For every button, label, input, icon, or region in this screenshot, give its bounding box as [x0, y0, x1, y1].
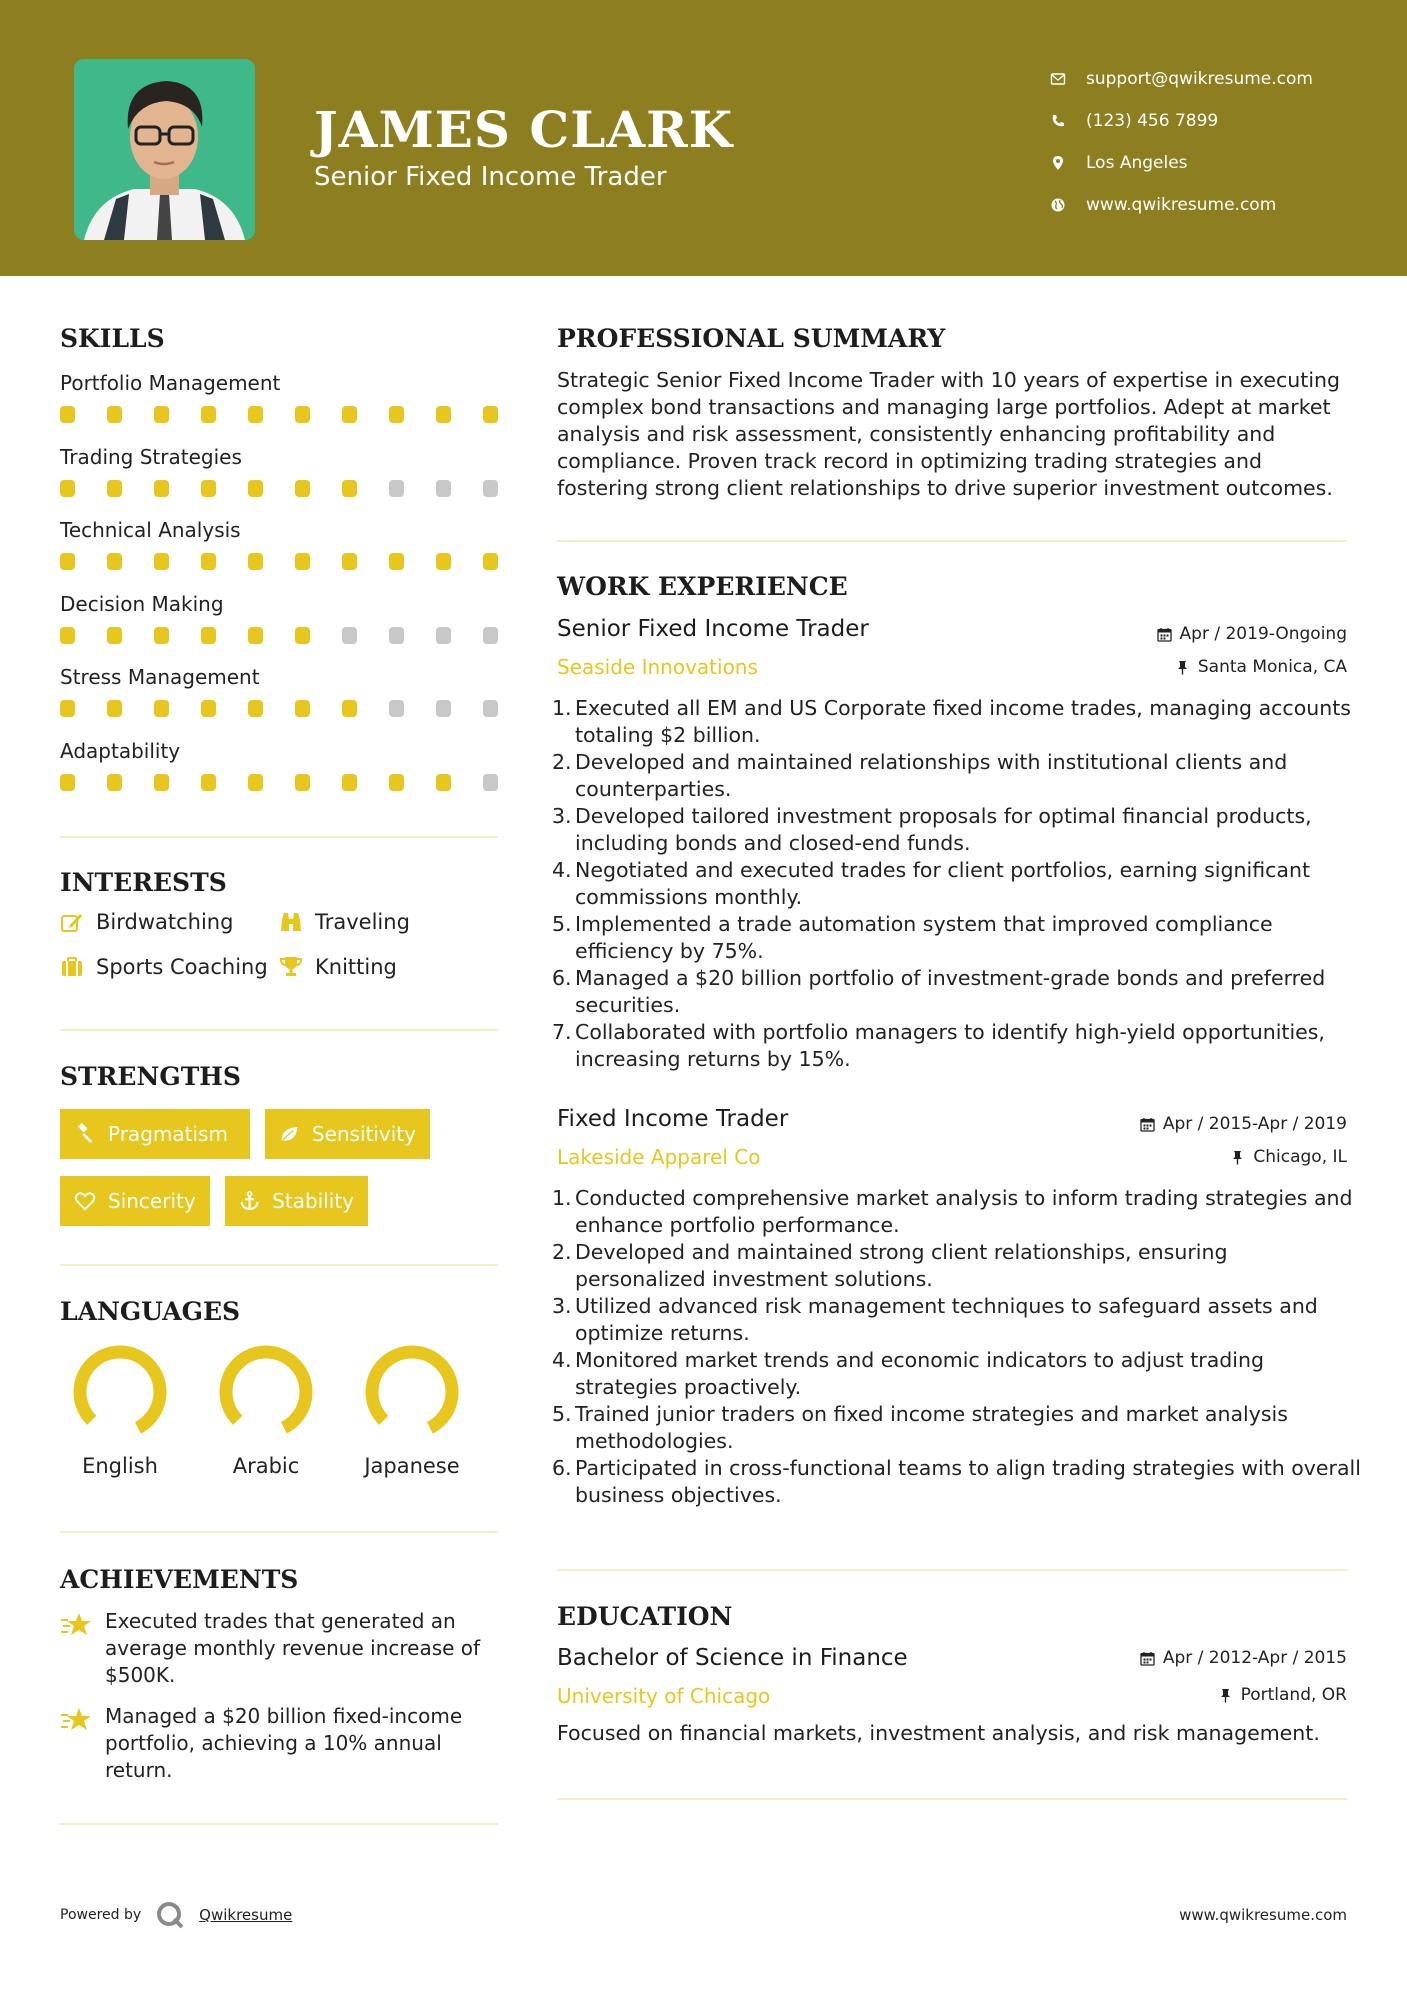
- rating-dot: [60, 700, 75, 717]
- language-progress-ring: [362, 1342, 462, 1442]
- list-number: 5.: [552, 912, 572, 936]
- divider: [557, 1569, 1347, 1571]
- rating-dot: [342, 627, 357, 644]
- skill-rating: [60, 553, 530, 570]
- list-number: 4.: [552, 858, 572, 882]
- skill-name: Decision Making: [60, 591, 224, 616]
- rating-dot: [107, 406, 122, 423]
- rating-dot: [201, 774, 216, 791]
- languages-heading: LANGUAGES: [60, 1297, 241, 1326]
- degree-title: Bachelor of Science in Finance: [557, 1645, 908, 1671]
- achievement-text: Executed trades that generated an average monthly revenue increase of $500K.: [105, 1609, 481, 1687]
- list-number: 6.: [552, 1456, 572, 1480]
- binoculars-icon: [279, 910, 303, 934]
- list-text: Managed a $20 billion portfolio of investment-grade bonds and preferred securities.: [575, 966, 1326, 1017]
- rating-dot: [154, 553, 169, 570]
- rating-dot: [107, 553, 122, 570]
- strength-tag-pragmatism: [60, 1109, 250, 1159]
- rating-dot: [342, 700, 357, 717]
- strength-label: Sincerity: [108, 1189, 196, 1213]
- rating-dot: [295, 406, 310, 423]
- skill-rating: [60, 480, 530, 497]
- list-item: [552, 1455, 1362, 1509]
- rating-dot: [60, 406, 75, 423]
- skill-rating: [60, 406, 530, 423]
- list-item: [552, 911, 1362, 965]
- rating-dot: [483, 480, 498, 497]
- rating-dot: [483, 553, 498, 570]
- rating-dot: [60, 774, 75, 791]
- rating-dot: [295, 700, 310, 717]
- rating-dot: [483, 700, 498, 717]
- strengths-heading: STRENGTHS: [60, 1062, 241, 1091]
- rating-dot: [436, 627, 451, 644]
- language-progress-ring: [216, 1342, 316, 1442]
- rating-dot: [107, 627, 122, 644]
- footer-website[interactable]: www.qwikresume.com: [1179, 1906, 1347, 1924]
- pushpin-icon: [1175, 660, 1190, 675]
- education-heading: EDUCATION: [557, 1602, 733, 1631]
- anchor-icon: [239, 1190, 260, 1212]
- divider: [557, 1798, 1347, 1800]
- rating-dot: [248, 774, 263, 791]
- interest-label: Knitting: [315, 955, 397, 979]
- trophy-icon: [279, 955, 303, 979]
- interest-item-traveling: [279, 910, 410, 934]
- rating-dot: [248, 627, 263, 644]
- powered-by-text: Powered by: [60, 1907, 142, 1923]
- job-bullets: [552, 1185, 1362, 1509]
- rating-dot: [154, 774, 169, 791]
- education-location-text: Portland, OR: [1240, 1685, 1347, 1705]
- list-text: Conducted comprehensive market analysis to inform trading strategies and enhance portfolio performance.: [575, 1186, 1353, 1237]
- contact-email[interactable]: [1050, 58, 1390, 100]
- rating-dot: [60, 627, 75, 644]
- globe-icon: [1050, 197, 1086, 213]
- education-dates-text: Apr / 2012-Apr / 2015: [1162, 1648, 1347, 1668]
- rating-dot: [248, 553, 263, 570]
- school-name: University of Chicago: [557, 1684, 771, 1708]
- job-title: Senior Fixed Income Trader: [557, 616, 869, 642]
- list-text: Developed tailored investment proposals for optimal financial products, including bonds and closed-end funds.: [575, 804, 1312, 855]
- rating-dot: [295, 627, 310, 644]
- rating-dot: [436, 406, 451, 423]
- list-number: 7.: [552, 1020, 572, 1044]
- list-item: [552, 965, 1362, 1019]
- rating-dot: [342, 553, 357, 570]
- list-number: 6.: [552, 966, 572, 990]
- rating-dot: [201, 627, 216, 644]
- interest-item-sports-coaching: [60, 955, 268, 979]
- job-dates: [1140, 1114, 1347, 1134]
- rating-dot: [154, 480, 169, 497]
- skill-rating: [60, 627, 530, 644]
- language-name: English: [82, 1454, 158, 1478]
- language-progress-ring: [70, 1342, 170, 1442]
- footer-powered-by: [60, 1900, 292, 1930]
- language-item: [352, 1342, 472, 1478]
- list-text: Executed all EM and US Corporate fixed income trades, managing accounts totaling $2 billion.: [575, 696, 1351, 747]
- divider: [60, 1531, 498, 1533]
- language-name: Japanese: [364, 1454, 460, 1478]
- skill-rating: [60, 774, 530, 791]
- rating-dot: [389, 700, 404, 717]
- interest-label: Birdwatching: [96, 910, 234, 934]
- strength-tag-stability: [225, 1176, 368, 1226]
- star-trophy-icon: [60, 1610, 94, 1640]
- rating-dot: [342, 406, 357, 423]
- list-number: 5.: [552, 1402, 572, 1426]
- strength-label: Sensitivity: [311, 1122, 416, 1146]
- company-name: Lakeside Apparel Co: [557, 1145, 761, 1169]
- list-text: Developed and maintained relationships with institutional clients and counterparties.: [575, 750, 1288, 801]
- language-item: [60, 1342, 180, 1478]
- experience-heading: WORK EXPERIENCE: [557, 572, 848, 601]
- job-dates: [1157, 624, 1347, 644]
- job-location: [1230, 1147, 1347, 1167]
- interest-label: Traveling: [315, 910, 410, 934]
- list-item: [552, 857, 1362, 911]
- rating-dot: [248, 406, 263, 423]
- rating-dot: [483, 627, 498, 644]
- rating-dot: [107, 700, 122, 717]
- list-item: [552, 749, 1362, 803]
- education-description: Focused on financial markets, investment analysis, and risk management.: [557, 1721, 1320, 1745]
- divider: [60, 836, 498, 838]
- rating-dot: [295, 774, 310, 791]
- rating-dot: [154, 406, 169, 423]
- list-number: 2.: [552, 1240, 572, 1264]
- list-item: [552, 1185, 1362, 1239]
- rating-dot: [60, 480, 75, 497]
- language-item: [206, 1342, 326, 1478]
- list-item: [552, 1401, 1362, 1455]
- rating-dot: [436, 553, 451, 570]
- profile-photo: [74, 59, 255, 240]
- list-text: Negotiated and executed trades for client portfolios, earning significant commissions monthly.: [575, 858, 1310, 909]
- strength-tag-sincerity: [60, 1176, 210, 1226]
- pencil-square-icon: [60, 910, 84, 934]
- phone-icon: [1050, 113, 1086, 129]
- rating-dot: [154, 700, 169, 717]
- skill-name: Stress Management: [60, 665, 260, 689]
- job-location-text: Santa Monica, CA: [1197, 657, 1347, 677]
- list-item: [552, 803, 1362, 857]
- resume-header: [0, 0, 1407, 276]
- skill-name: Adaptability: [60, 738, 181, 763]
- map-pin-icon: [1050, 155, 1086, 171]
- education-dates: [1140, 1648, 1347, 1668]
- list-number: 4.: [552, 1348, 572, 1372]
- interest-item-knitting: [279, 955, 397, 979]
- achievements-heading: ACHIEVEMENTS: [60, 1565, 299, 1594]
- candidate-title: Senior Fixed Income Trader: [314, 162, 667, 192]
- interest-label: Sports Coaching: [96, 955, 268, 979]
- skills-heading: SKILLS: [60, 324, 165, 353]
- education-location: [1218, 1685, 1347, 1705]
- rating-dot: [389, 406, 404, 423]
- achievement-item: [60, 1608, 500, 1689]
- list-item: [552, 1239, 1362, 1293]
- achievement-text: Managed a $20 billion fixed-income portfolio, achieving a 10% annual return.: [105, 1704, 463, 1782]
- divider: [60, 1029, 498, 1031]
- strength-label: Pragmatism: [108, 1122, 228, 1146]
- interests-heading: INTERESTS: [60, 868, 227, 897]
- rating-dot: [295, 480, 310, 497]
- company-name: Seaside Innovations: [557, 655, 758, 679]
- list-item: [552, 1293, 1362, 1347]
- job-location-text: Chicago, IL: [1253, 1147, 1347, 1167]
- contact-phone[interactable]: [1050, 100, 1390, 142]
- skill-name: Technical Analysis: [60, 518, 241, 542]
- list-item: [552, 1347, 1362, 1401]
- rating-dot: [107, 480, 122, 497]
- contact-website-text: www.qwikresume.com: [1086, 195, 1277, 215]
- rating-dot: [436, 480, 451, 497]
- rating-dot: [389, 627, 404, 644]
- contact-location: [1050, 142, 1390, 184]
- skill-name: Portfolio Management: [60, 371, 281, 395]
- rating-dot: [60, 553, 75, 570]
- rating-dot: [389, 480, 404, 497]
- contact-location-text: Los Angeles: [1086, 153, 1188, 173]
- strength-tag-sensitivity: [265, 1109, 430, 1159]
- briefcase-icon: [60, 955, 84, 979]
- list-text: Participated in cross-functional teams to align trading strategies with overall business objectives.: [575, 1456, 1361, 1507]
- rating-dot: [201, 406, 216, 423]
- strength-label: Stability: [272, 1189, 354, 1213]
- pushpin-icon: [1218, 1688, 1233, 1703]
- envelope-icon: [1050, 71, 1086, 87]
- rating-dot: [389, 774, 404, 791]
- skill-rating: [60, 700, 530, 717]
- list-number: 1.: [552, 696, 572, 720]
- summary-text: Strategic Senior Fixed Income Trader with 10 years of expertise in executing complex bond transactions and managing large portfolios. Adept at market analysis and risk assessment, consistently enhancing profitability and compliance. Proven track record in optimizing trading strategies and fostering strong client relationships to drive superior investment outcomes.: [557, 368, 1341, 500]
- job-dates-text: Apr / 2019-Ongoing: [1179, 624, 1347, 644]
- job-dates-text: Apr / 2015-Apr / 2019: [1162, 1114, 1347, 1134]
- list-text: Implemented a trade automation system that improved compliance efficiency by 75%.: [575, 912, 1273, 963]
- interest-item-birdwatching: [60, 910, 233, 934]
- rating-dot: [483, 774, 498, 791]
- divider: [60, 1264, 498, 1266]
- rating-dot: [483, 406, 498, 423]
- summary-heading: PROFESSIONAL SUMMARY: [557, 324, 946, 353]
- job-bullets: [552, 695, 1362, 1073]
- list-item: [552, 695, 1362, 749]
- language-name: Arabic: [232, 1454, 300, 1478]
- contact-info: [1050, 58, 1390, 226]
- calendar-icon: [1140, 1651, 1155, 1666]
- brand-link[interactable]: Qwikresume: [199, 1906, 293, 1924]
- job-title: Fixed Income Trader: [557, 1106, 789, 1132]
- rating-dot: [201, 553, 216, 570]
- rating-dot: [436, 700, 451, 717]
- rating-dot: [154, 627, 169, 644]
- leaf-icon: [279, 1123, 300, 1145]
- pushpin-icon: [1230, 1150, 1245, 1165]
- list-text: Collaborated with portfolio managers to identify high-yield opportunities, increasing returns by 15%.: [575, 1020, 1325, 1071]
- divider: [557, 540, 1347, 542]
- contact-phone-text: (123) 456 7899: [1086, 111, 1219, 131]
- job-location: [1175, 657, 1347, 677]
- rating-dot: [295, 553, 310, 570]
- divider: [60, 1823, 498, 1825]
- contact-email-text: support@qwikresume.com: [1086, 69, 1313, 89]
- rating-dot: [201, 480, 216, 497]
- contact-website[interactable]: [1050, 184, 1390, 226]
- list-text: Monitored market trends and economic indicators to adjust trading strategies proactively.: [575, 1348, 1264, 1399]
- list-text: Trained junior traders on fixed income strategies and market analysis methodologies.: [575, 1402, 1288, 1453]
- rating-dot: [201, 700, 216, 717]
- list-number: 3.: [552, 1294, 572, 1318]
- rating-dot: [342, 774, 357, 791]
- list-number: 2.: [552, 750, 572, 774]
- list-item: [552, 1019, 1362, 1073]
- list-number: 1.: [552, 1186, 572, 1210]
- candidate-name: JAMES CLARK: [314, 100, 734, 159]
- skill-name: Trading Strategies: [60, 444, 242, 469]
- list-text: Utilized advanced risk management techniques to safeguard assets and optimize returns.: [575, 1294, 1318, 1345]
- list-number: 3.: [552, 804, 572, 828]
- rating-dot: [342, 480, 357, 497]
- achievement-item: [60, 1703, 500, 1784]
- rating-dot: [248, 700, 263, 717]
- gavel-icon: [74, 1123, 96, 1145]
- qwikresume-logo-icon: [155, 1900, 185, 1930]
- star-trophy-icon: [60, 1705, 94, 1735]
- rating-dot: [389, 553, 404, 570]
- rating-dot: [107, 774, 122, 791]
- heart-icon: [74, 1190, 96, 1212]
- list-text: Developed and maintained strong client relationships, ensuring personalized investment solutions.: [575, 1240, 1228, 1291]
- rating-dot: [248, 480, 263, 497]
- calendar-icon: [1140, 1117, 1155, 1132]
- calendar-icon: [1157, 627, 1172, 642]
- rating-dot: [436, 774, 451, 791]
